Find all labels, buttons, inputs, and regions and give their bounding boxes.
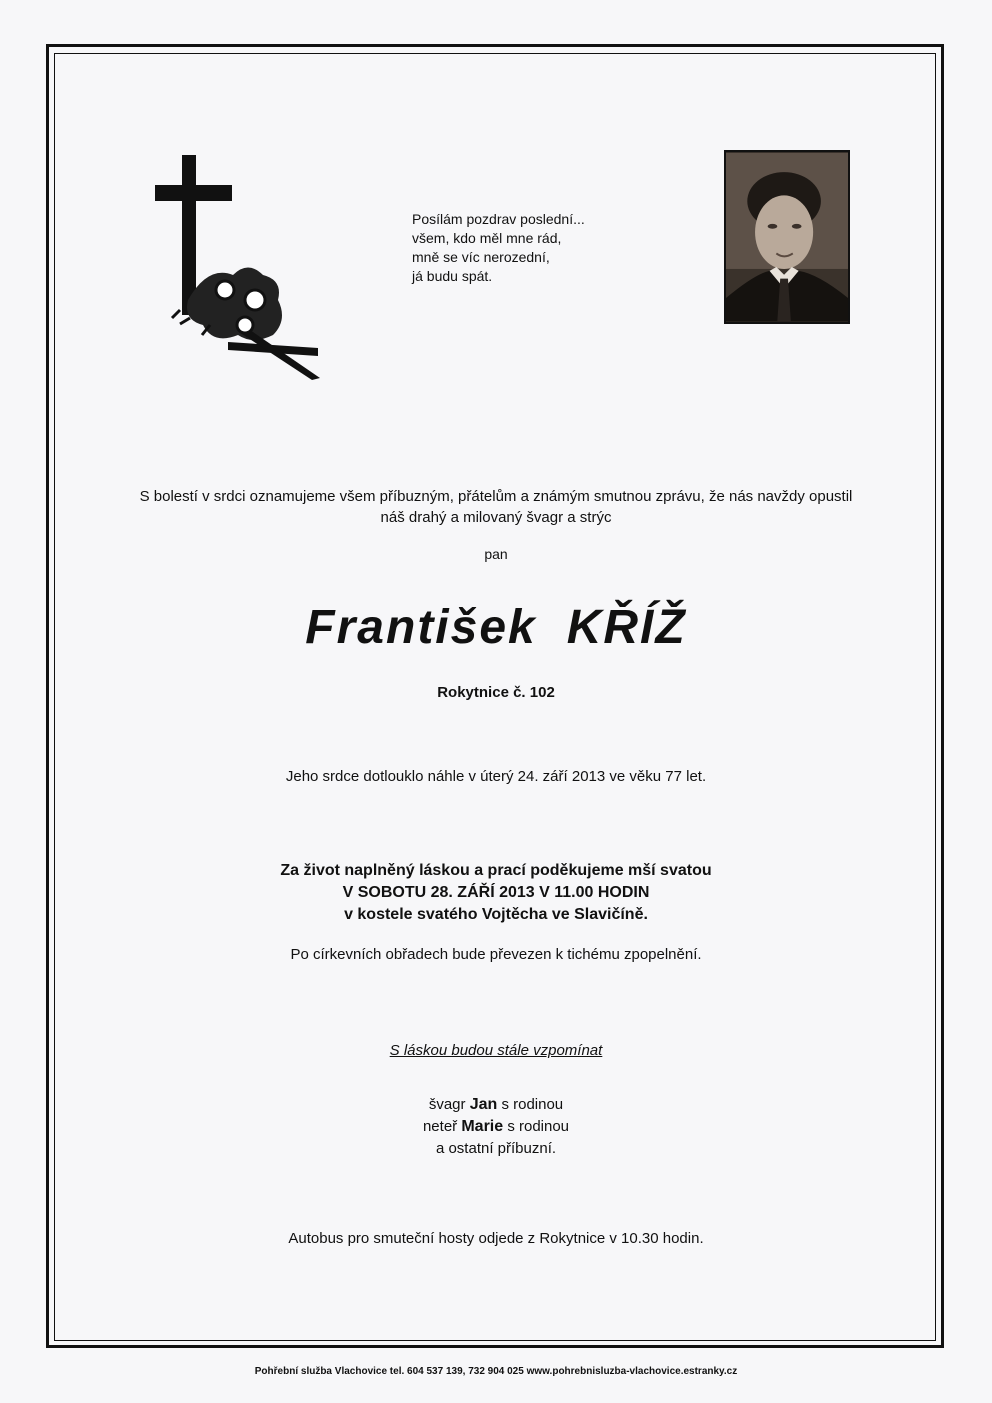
cremation-notice: Po církevních obřadech bude převezen k tichému zpopelnění.	[290, 946, 702, 963]
mourner: švagr Jan s rodinou	[428, 1096, 564, 1113]
mass-line: v kostele svatého Vojtěcha ve Slavičíně.	[344, 906, 648, 923]
announcement-line: náš drahý a milovaný švagr a strýc	[380, 509, 612, 526]
announcement-line: S bolestí v srdci oznamujeme všem příbuzným, přátelům a známým smutnou zprávu, že nás navždy opustil	[139, 488, 853, 505]
mourner: a ostatní příbuzní.	[435, 1140, 557, 1157]
announcement	[100, 486, 892, 528]
honorific: pan	[484, 546, 508, 562]
poem-line: já budu spát.	[412, 268, 493, 284]
bus-notice: Autobus pro smuteční hosty odjede z Rokytnice v 10.30 hodin.	[288, 1230, 704, 1247]
poem-line: mně se víc nerozední,	[412, 249, 550, 265]
last-name: KŘÍŽ	[566, 601, 687, 654]
deceased-name	[100, 600, 892, 655]
mourner: neteř Marie s rodinou	[422, 1118, 570, 1135]
first-name: František	[305, 601, 537, 654]
poem-line: Posílám pozdrav poslední...	[412, 211, 585, 227]
remembrance-line: S láskou budou stále vzpomínat	[389, 1042, 603, 1059]
funeral-mass	[100, 860, 892, 926]
death-notice: Jeho srdce dotlouklo náhle v úterý 24. září 2013 ve věku 77 let.	[285, 768, 707, 785]
mass-line: Za život naplněný láskou a prací poděkujeme mší svatou	[280, 862, 712, 879]
deceased-address: Rokytnice č. 102	[437, 684, 555, 701]
poem	[412, 210, 585, 286]
mass-line: V SOBOTU 28. ZÁŘÍ 2013 V 11.00 HODIN	[342, 884, 650, 901]
poem-line: všem, kdo měl mne rád,	[412, 230, 562, 246]
footer-contact: Pohřební služba Vlachovice tel. 604 537 139, 732 904 025 www.pohrebnisluzba-vlachovice.estranky.cz	[254, 1366, 738, 1377]
mourners-list	[100, 1094, 892, 1160]
portrait-photo	[724, 150, 850, 324]
cross-icon	[150, 150, 325, 380]
